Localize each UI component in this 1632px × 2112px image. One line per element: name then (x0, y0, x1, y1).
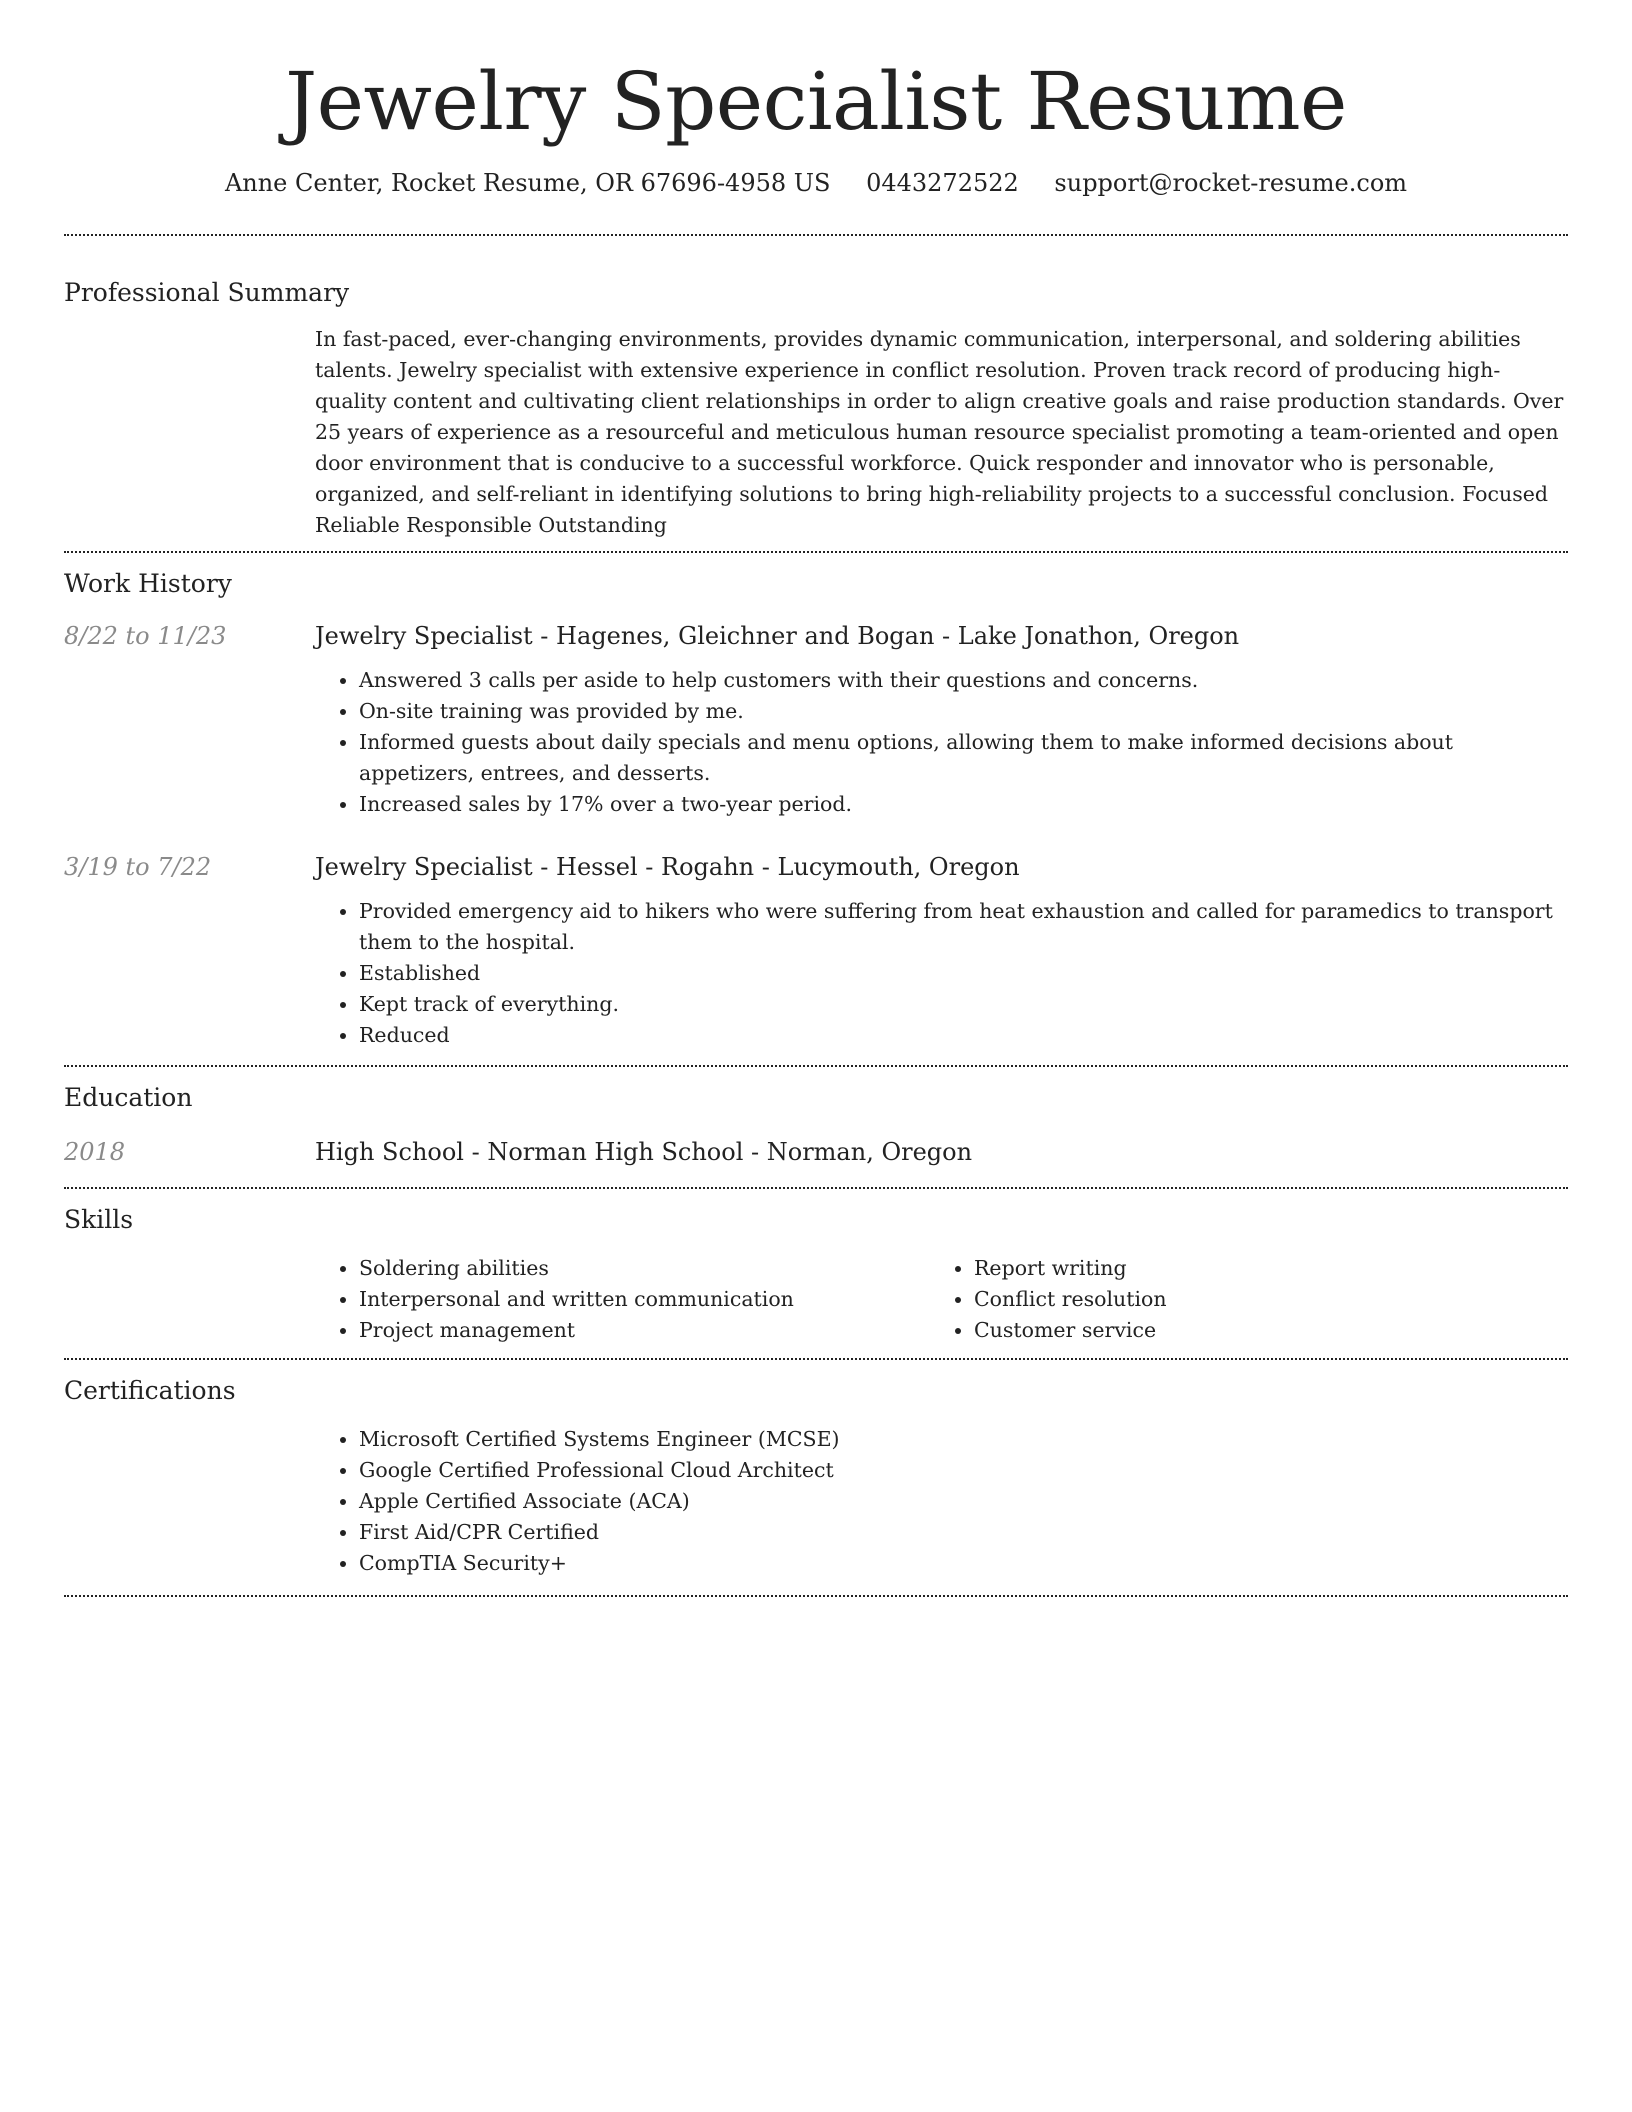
work-dates: 3/19 to 7/22 (64, 853, 212, 881)
divider (64, 234, 1568, 236)
job-title: Jewelry Specialist (315, 853, 533, 881)
job-title: Jewelry Specialist (315, 622, 533, 650)
work-entry-body (315, 619, 1568, 820)
resume-page (64, 0, 1568, 1597)
divider (64, 1595, 1568, 1597)
section-heading-education: Education (64, 1083, 193, 1112)
skill-item: • Customer service (974, 1315, 1545, 1346)
list-item: • Kept track of everything. (359, 989, 1568, 1020)
certification-item: • Apple Certified Associate (ACA) (359, 1486, 1568, 1517)
work-dates: 8/22 to 11/23 (64, 622, 227, 650)
skills-grid (315, 1253, 1568, 1346)
divider (64, 1358, 1568, 1360)
work-history-section (64, 567, 1568, 1067)
section-heading-skills: Skills (64, 1205, 134, 1234)
degree: High School (315, 1138, 464, 1166)
education-section (64, 1081, 1568, 1169)
certifications-section (64, 1374, 1568, 1579)
education-heading (315, 1135, 1568, 1169)
certification-item: • CompTIA Security+ (359, 1548, 1568, 1579)
list-item: • On-site training was provided by me. (359, 696, 1568, 727)
work-bullets (315, 896, 1568, 1051)
skills-section (64, 1203, 1568, 1346)
work-heading (315, 619, 1568, 653)
job-employer-location: - Hagenes, Gleichner and Bogan - Lake Jonathon, Oregon (532, 622, 1240, 650)
list-item: • Reduced (359, 1020, 1568, 1051)
professional-summary-section (64, 276, 1568, 541)
education-entry (64, 1135, 1568, 1169)
skills-column-left (315, 1253, 930, 1346)
contact-address: Anne Center, Rocket Resume, OR 67696-4958 US (224, 169, 831, 197)
work-entry (64, 850, 1568, 1051)
divider (64, 1187, 1568, 1189)
education-year: 2018 (64, 1138, 126, 1166)
skill-item: • Report writing (974, 1253, 1545, 1284)
certifications-list (315, 1424, 1568, 1579)
contact-line (64, 166, 1568, 200)
work-entry (64, 619, 1568, 820)
summary-text: In fast-paced, ever-changing environments, provides dynamic communication, interpersonal, and soldering abilities talents. Jewelry specialist with extensive experience in conflict resolution. Proven track record of producing high-quality content and cultivating client relationships in order to align creative goals and raise production standards. Over 25 years of experience as a resourceful and meticulous human resource specialist promoting a team-oriented and open door environment that is conducive to a successful workforce. Quick responder and innovator who is personable, organized, and self-reliant in identifying solutions to bring high-reliability projects to a successful conclusion. Focused Reliable Responsible Outstanding (315, 327, 1564, 537)
certification-item: • Google Certified Professional Cloud Architect (359, 1455, 1568, 1486)
skills-column-right (930, 1253, 1545, 1346)
work-heading (315, 850, 1568, 884)
divider (64, 1065, 1568, 1067)
contact-email: support@rocket-resume.com (1054, 169, 1408, 197)
certification-item: • Microsoft Certified Systems Engineer (MCSE) (359, 1424, 1568, 1455)
list-item: • Answered 3 calls per aside to help customers with their questions and concerns. (359, 665, 1568, 696)
skill-item: • Soldering abilities (359, 1253, 930, 1284)
school-location: - Norman High School - Norman, Oregon (463, 1138, 973, 1166)
skill-item: • Interpersonal and written communication (359, 1284, 930, 1315)
work-bullets (315, 665, 1568, 820)
list-item: • Established (359, 958, 1568, 989)
job-employer-location: - Hessel - Rogahn - Lucymouth, Oregon (532, 853, 1020, 881)
list-item: • Increased sales by 17% over a two-year period. (359, 789, 1568, 820)
list-item: • Informed guests about daily specials and menu options, allowing them to make informed decisions about appetizers, entrees, and desserts. (359, 727, 1568, 789)
skill-item: • Project management (359, 1315, 930, 1346)
resume-title: Jewelry Specialist Resume (285, 55, 1347, 148)
certification-item: • First Aid/CPR Certified (359, 1517, 1568, 1548)
section-heading-work: Work History (64, 569, 232, 598)
education-entry-body (315, 1135, 1568, 1169)
section-heading-certifications: Certifications (64, 1376, 236, 1405)
divider (64, 551, 1568, 553)
work-entry-body (315, 850, 1568, 1051)
skill-item: • Conflict resolution (974, 1284, 1545, 1315)
section-heading-summary: Professional Summary (64, 278, 350, 307)
list-item: • Provided emergency aid to hikers who were suffering from heat exhaustion and called for paramedics to transport them to the hospital. (359, 896, 1568, 958)
contact-phone: 0443272522 (866, 169, 1019, 197)
